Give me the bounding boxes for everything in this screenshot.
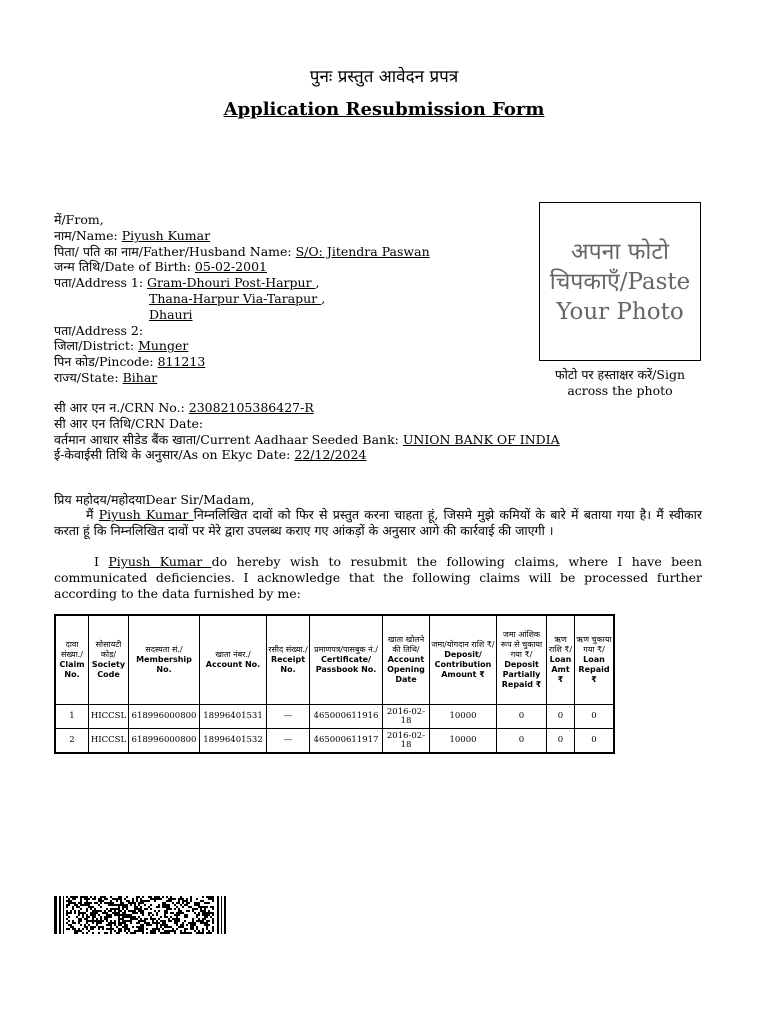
cell-society-code: HICCSL	[89, 705, 129, 729]
photo-placeholder	[539, 202, 701, 361]
district-label: जिला/District:	[54, 338, 139, 354]
cell-account-no: 18996401532	[200, 729, 267, 754]
ekyc-date: 22/12/2024	[294, 447, 367, 463]
header-deposit-amount: जमा/योगदान राशि ₹/ Deposit/ Contribution Amount ₹	[430, 615, 497, 705]
address2-label: पता/Address 2:	[54, 322, 144, 338]
cell-deposit-repaid: 0	[497, 705, 547, 729]
cell-opening-date: 2016-02-18	[383, 729, 430, 754]
header-certificate-no: प्रमाणपत्र/पासबुक नं./ Certificate/ Passbook No.	[310, 615, 383, 705]
cell-loan-repaid: 0	[575, 705, 615, 729]
state-label: राज्य/State:	[54, 369, 123, 385]
address1-line3: Dhauri	[149, 306, 193, 322]
table-row	[55, 705, 614, 729]
sender-details: में/From, नाम/Name: Piyush Kumar पिता/ पति का नाम/Father/Husband Name: S/O: Jitendra Paswan जन्म तिथि/Date of Birth: 05-02-2001 पता/Address 1: Gram-Dhouri Post-Harpur , Thana-Harpur Via-Tarapur , Dhauri पता/Address 2: जिला/District: Munger पिन कोड/Pincode: 811213 राज्य/State: Bihar	[54, 212, 430, 385]
pincode-label: पिन कोड/Pincode:	[54, 354, 158, 370]
district: Munger	[138, 338, 189, 354]
address1-line1: Gram-Dhouri Post-Harpur	[147, 275, 316, 291]
from-label: में/From,	[54, 212, 104, 227]
photo-text-english: Your Photo	[556, 298, 684, 325]
address1-line2: Thana-Harpur Via-Tarapur	[149, 290, 322, 306]
name-label: नाम/Name:	[54, 227, 122, 243]
letter-name-english: Piyush Kumar	[108, 554, 212, 569]
applicant-name: Piyush Kumar	[121, 227, 211, 243]
cell-loan-amount: 0	[547, 705, 575, 729]
father-name: S/O: Jitendra Paswan	[295, 243, 430, 259]
header-loan-amount: ऋण राशि ₹/ Loan Amt ₹	[547, 615, 575, 705]
claims-table	[54, 614, 615, 754]
cell-certificate-no: 465000611917	[310, 729, 383, 754]
form-title: Application Resubmission Form	[223, 99, 545, 120]
header-claim-no: दावा संख्या./ Claim No.	[55, 615, 89, 705]
cell-deposit-repaid: 0	[497, 729, 547, 754]
header-society-code: सोसायटी कोड/ Society Code	[89, 615, 129, 705]
pincode: 811213	[157, 354, 206, 370]
crn-label: सी आर एन न./CRN No.:	[54, 400, 189, 415]
photo-caption: फोटो पर हस्ताक्षर करें/Sign across the photo	[554, 367, 686, 398]
header-receipt-no: रसीद संख्या./ Receipt No.	[267, 615, 310, 705]
cell-receipt-no: —	[267, 729, 310, 754]
barcode	[54, 896, 226, 934]
cell-certificate-no: 465000611916	[310, 705, 383, 729]
cell-deposit-amount: 10000	[430, 705, 497, 729]
cell-loan-amount: 0	[547, 729, 575, 754]
date-of-birth: 05-02-2001	[194, 259, 267, 275]
table-header-row	[55, 615, 614, 705]
cell-loan-repaid: 0	[575, 729, 615, 754]
form-title-hindi: पुनः प्रस्तुत आवेदन प्रपत्र	[309, 67, 459, 87]
salutation: प्रिय महोदय/महोदयाDear Sir/Madam,	[54, 492, 255, 507]
crn-number: 23082105386427-R	[188, 400, 314, 415]
header-account-no: खाता नंबर./ Account No.	[200, 615, 267, 705]
header-opening-date: खाता खोलने की तिथि/ Account Opening Date	[383, 615, 430, 705]
address1-label: पता/Address 1:	[54, 275, 148, 291]
letter-body-english: I Piyush Kumar do hereby wish to resubmit the following claims, where I have been communicated deficiencies. I acknowledge that the following claims will be processed further according to the data furnished by me:	[54, 554, 702, 601]
bank-label: वर्तमान आधार सीडेड बैंक खाता/Current Aadhaar Seeded Bank:	[54, 431, 403, 447]
header-loan-repaid: ऋण चुकाया गया ₹/ Loan Repaid ₹	[575, 615, 615, 705]
header-deposit-repaid: जमा आंशिक रूप से चुकाया गया ₹/ Deposit Partially Repaid ₹	[497, 615, 547, 705]
header-membership-no: सदस्यता सं./ Membership No.	[129, 615, 200, 705]
cell-membership-no: 618996000800	[129, 729, 200, 754]
letter-body-hindi: मैं Piyush Kumar निम्नलिखित दावों को फिर से प्रस्तुत करना चाहता हूं, जिसमे मुझे कमियों के बारे में बताया गया है। मैं स्वीकार करता हूं कि निम्नलिखित दावों पर मेरे द्वारा उपलब्ध कराए गए आंकड़ों के अनुसार आगे की कार्रवाई की जाएगी ।	[54, 507, 703, 538]
crn-date-label: सी आर एन तिथि/CRN Date:	[54, 415, 204, 431]
cell-deposit-amount: 10000	[430, 729, 497, 754]
cell-opening-date: 2016-02-18	[383, 705, 430, 729]
letter-name-hindi: Piyush Kumar	[98, 507, 194, 522]
cell-account-no: 18996401531	[200, 705, 267, 729]
father-label: पिता/ पति का नाम/Father/Husband Name:	[54, 243, 296, 259]
table-row	[55, 729, 614, 754]
photo-text-hindi: अपना फोटो चिपकाएँ/Paste	[549, 238, 691, 295]
state: Bihar	[122, 369, 158, 385]
crn-details	[54, 400, 560, 463]
dob-label: जन्म तिथि/Date of Birth:	[54, 259, 195, 275]
cell-claim-no: 2	[55, 729, 89, 754]
cell-society-code: HICCSL	[89, 729, 129, 754]
cell-membership-no: 618996000800	[129, 705, 200, 729]
cell-receipt-no: —	[267, 705, 310, 729]
bank-name: UNION BANK OF INDIA	[402, 431, 560, 447]
cell-claim-no: 1	[55, 705, 89, 729]
ekyc-label: ई-केवाईसी तिथि के अनुसार/As on Ekyc Date:	[54, 447, 295, 463]
